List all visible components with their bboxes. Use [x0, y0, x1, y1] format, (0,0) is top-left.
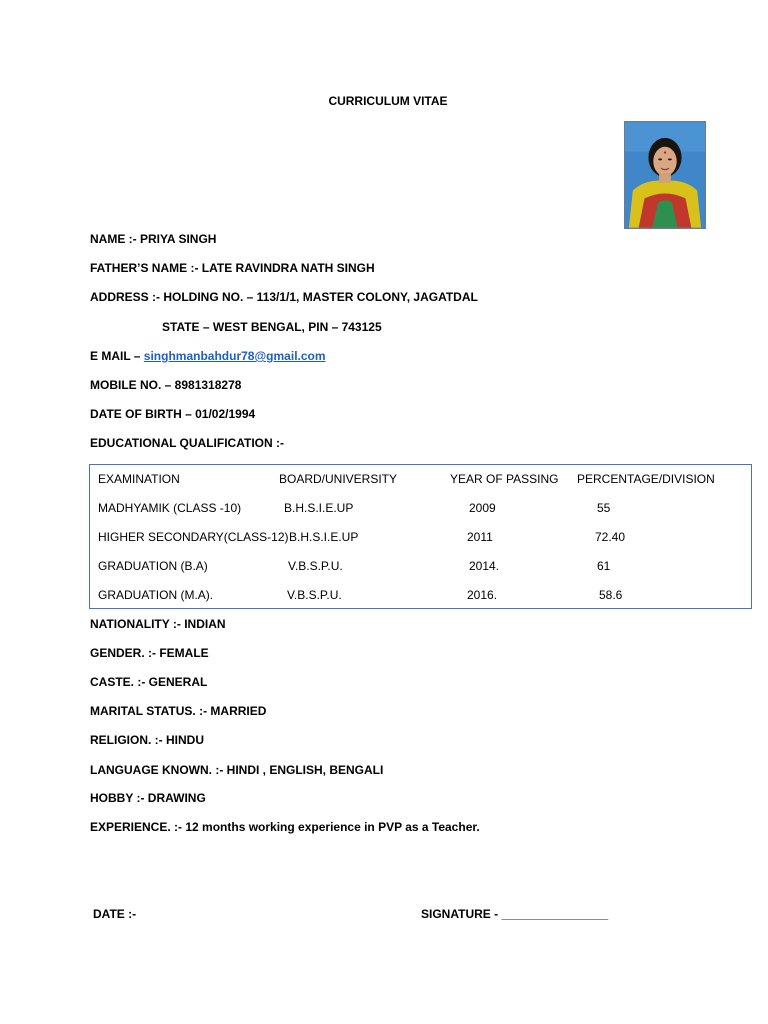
table-row-4-percent: 58.6: [599, 588, 623, 602]
date-field: DATE :-: [93, 907, 137, 921]
email-link[interactable]: singhmanbahdur78@gmail.com: [143, 349, 326, 363]
document-title: CURRICULUM VITAE: [328, 94, 448, 108]
table-row-2-year: 2011: [467, 530, 493, 544]
email-line: [90, 348, 326, 364]
profile-photo: [624, 121, 706, 229]
table-row-2-percent: 72.40: [595, 530, 626, 544]
religion-line: RELIGION. :- HINDU: [90, 733, 204, 747]
hobby-line: HOBBY :- DRAWING: [90, 791, 206, 805]
table-row-2-board: B.H.S.I.E.UP: [289, 530, 359, 544]
table-row-4-year: 2016.: [467, 588, 498, 602]
signature-field: SIGNATURE - ________________: [421, 907, 609, 921]
mobile-line: MOBILE NO. – 8981318278: [90, 378, 242, 392]
table-row-2-exam: HIGHER SECONDARY(CLASS-12): [98, 530, 289, 544]
table-row-3-exam: GRADUATION (B.A): [98, 559, 208, 573]
languages-line: LANGUAGE KNOWN. :- HINDI , ENGLISH, BENGALI: [90, 763, 384, 777]
education-table: [89, 464, 752, 609]
header-year: YEAR OF PASSING: [450, 472, 559, 486]
table-row-1-percent: 55: [597, 501, 611, 515]
table-row-1-exam: MADHYAMIK (CLASS -10): [98, 501, 242, 515]
header-percentage: PERCENTAGE/DIVISION: [577, 472, 715, 486]
table-row-4-board: V.B.S.P.U.: [287, 588, 342, 602]
name-line: NAME :- PRIYA SINGH: [90, 232, 217, 246]
experience-line: [90, 819, 480, 835]
gender-line: GENDER. :- FEMALE: [90, 646, 209, 660]
table-row-1-board: B.H.S.I.E.UP: [284, 501, 354, 515]
experience-value: 12 months working experience in PVP as a Teacher.: [185, 820, 480, 834]
father-name-line: FATHER’S NAME :- LATE RAVINDRA NATH SINGH: [90, 261, 375, 275]
experience-label: EXPERIENCE. :-: [90, 820, 186, 834]
table-row-3-percent: 61: [597, 559, 611, 573]
caste-line: CASTE. :- GENERAL: [90, 675, 208, 689]
table-row-1-year: 2009: [469, 501, 496, 515]
email-label: E MAIL –: [90, 349, 144, 363]
header-board: BOARD/UNIVERSITY: [279, 472, 398, 486]
education-heading: EDUCATIONAL QUALIFICATION :-: [90, 436, 284, 450]
table-row-3-year: 2014.: [469, 559, 500, 573]
table-row-3-board: V.B.S.P.U.: [288, 559, 343, 573]
address-line-2: STATE – WEST BENGAL, PIN – 743125: [162, 320, 382, 334]
nationality-line: NATIONALITY :- INDIAN: [90, 617, 226, 631]
address-line-1: ADDRESS :- HOLDING NO. – 113/1/1, MASTER COLONY, JAGATDAL: [90, 290, 478, 304]
header-examination: EXAMINATION: [98, 472, 180, 486]
dob-line: DATE OF BIRTH – 01/02/1994: [90, 407, 256, 421]
marital-status-line: MARITAL STATUS. :- MARRIED: [90, 704, 267, 718]
table-row-4-exam: GRADUATION (M.A).: [98, 588, 214, 602]
